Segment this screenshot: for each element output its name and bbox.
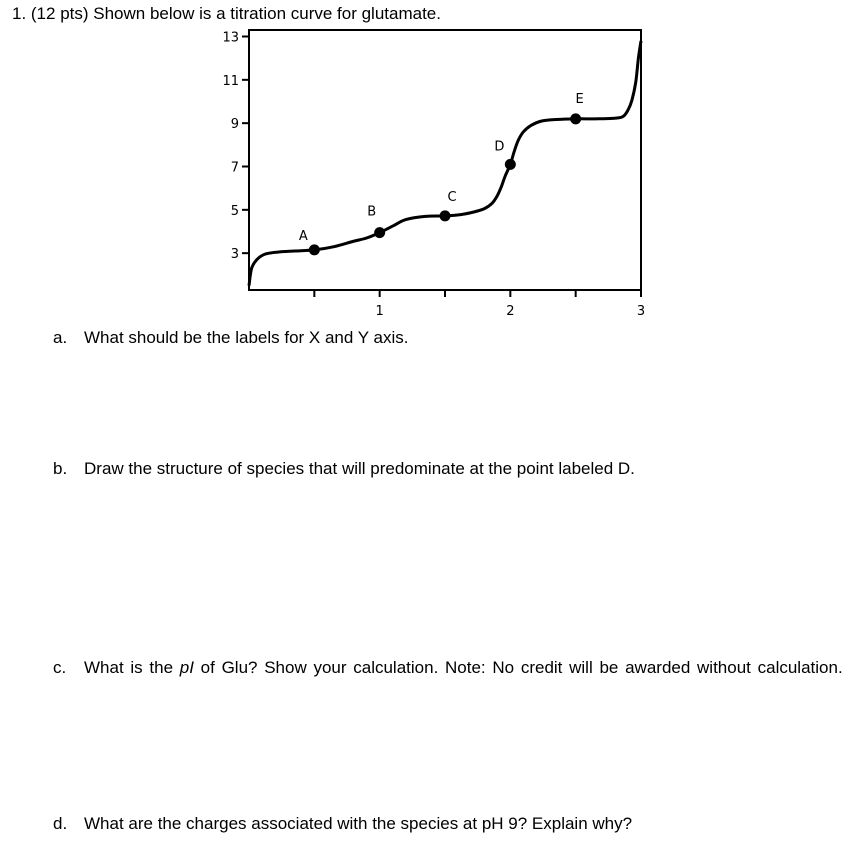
question-b-letter: b. [53,459,68,478]
titration-curve [249,41,641,286]
y-tick-label-13: 13 [222,30,239,46]
y-tick-label-3: 3 [230,247,239,263]
question-c-pi-term: pI [179,658,194,677]
question-d-text: What are the charges associated with the species at pH 9? Explain why? [84,814,633,833]
point-label-B: B [367,204,377,220]
question-title: 1. (12 pts) Shown below is a titration curve for glutamate. [12,4,441,23]
y-tick-label-7: 7 [230,160,239,176]
titration-chart [0,0,852,330]
question-c-text [84,657,847,679]
point-D [505,159,516,170]
question-c-text-post: of Glu? Show your calculation. Note: No credit will be awarded without calculation. [193,658,843,677]
question-a-letter: a. [53,328,68,347]
x-tick-label-1: 1 [375,304,384,319]
x-tick-label-3: 3 [636,304,646,319]
y-tick-label-9: 9 [230,117,239,133]
point-C [440,210,451,221]
point-label-C: C [447,189,457,205]
question-d-letter: d. [53,814,68,833]
question-a-text: What should be the labels for X and Y axis. [84,328,409,347]
y-tick-label-11: 11 [222,73,239,89]
point-label-A: A [298,228,308,244]
question-b-text: Draw the structure of species that will predominate at the point labeled D. [84,459,635,478]
question-c-text-pre: What is the [84,658,180,677]
point-B [374,227,385,238]
point-E [570,113,581,124]
point-label-E: E [575,91,584,107]
point-label-D: D [494,139,505,155]
point-A [309,244,320,255]
x-tick-label-2: 2 [506,304,515,319]
question-c-letter: c. [53,658,67,677]
y-tick-label-5: 5 [230,203,239,219]
